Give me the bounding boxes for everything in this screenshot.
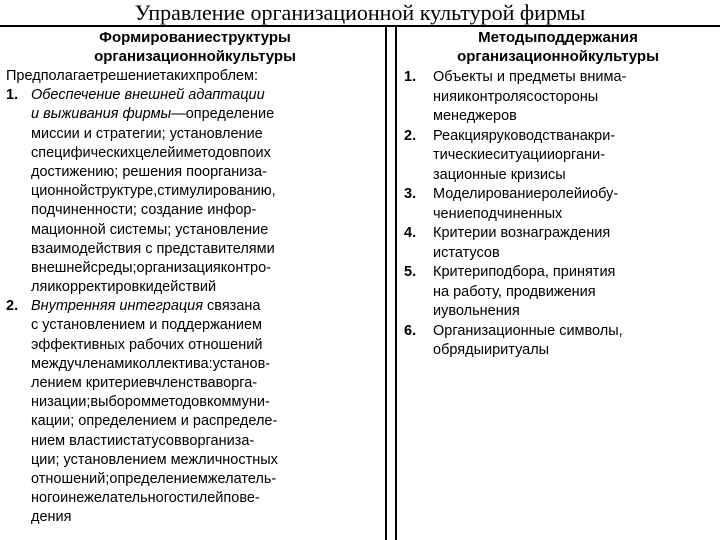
list-item-line: истатусов	[433, 244, 500, 261]
item-text: Критериподбора, принятия	[433, 264, 616, 280]
list-item-line: нием властиистатусоввopганиза-	[31, 432, 255, 449]
intro-text: Предполагаетрешениетакихпроблем:	[6, 68, 258, 84]
item-text: —определение	[171, 106, 275, 123]
left-column-heading	[10, 28, 380, 66]
list-item-line	[404, 224, 626, 244]
item-text: Реакцияруководстванакри-	[433, 127, 616, 144]
right-heading-line: организационнойкультуры	[457, 48, 659, 65]
list-item-line: специфическихцелейиметодовпоих	[31, 144, 271, 161]
list-item-line: достижению; решения поорганиза-	[31, 163, 267, 180]
right-column-heading	[400, 28, 716, 66]
list-item-line: кации; определением и распределе-	[31, 413, 278, 430]
list-item-line: тическиеситуацииоргани-	[433, 147, 606, 163]
right-heading-line: Методыподдержания	[478, 29, 638, 46]
item-emphasis: Обеспечение внешней адаптации	[31, 87, 265, 104]
list-item-line	[404, 68, 626, 88]
list-item-line: иувольнения	[433, 303, 520, 319]
column-divider-right	[395, 26, 397, 540]
item-number: 2.	[404, 127, 417, 144]
item-number: 6.	[404, 322, 417, 339]
list-item-line	[6, 86, 278, 105]
item-text: Объекты и предметы внима-	[433, 69, 627, 85]
column-divider-left	[385, 26, 387, 540]
item-text: Моделированиеролейиобу-	[433, 186, 619, 202]
list-item-line: ляикорректировкидействий	[31, 279, 217, 296]
list-item-line: обрядыиритуалы	[433, 342, 550, 358]
left-heading-line: Формированиеструктуры	[99, 29, 291, 46]
item-number: 5.	[404, 264, 417, 280]
list-item-line	[6, 297, 278, 316]
list-item-line	[6, 105, 278, 124]
item-number: 1.	[404, 69, 417, 85]
list-item-line	[404, 127, 626, 147]
list-item-line: взаимодействия с представителями	[31, 240, 275, 257]
right-column-body	[404, 68, 626, 361]
list-item-line: чениеподчиненных	[433, 205, 563, 222]
item-text: Критерии вознаграждения	[433, 225, 611, 241]
list-item-line: лением критериевчленствавоpга-	[31, 375, 258, 391]
list-item-line: миссии и стратегии; установление	[31, 125, 263, 142]
title-divider	[0, 25, 720, 27]
list-item-line: ционнойструктуре,стимулированию,	[31, 183, 276, 200]
left-heading-line: организационнойкультуры	[94, 48, 296, 65]
item-number: 1.	[6, 87, 19, 104]
list-item-line	[404, 322, 626, 342]
list-item-line: ции; установлением межличностных	[31, 451, 278, 468]
list-item-line: мационной системы; установление	[31, 221, 269, 238]
item-emphasis: Внутренняя интеграция	[31, 298, 203, 315]
item-text: связана	[203, 298, 261, 315]
list-item-line: низации;выборомметодовкоммуни-	[31, 394, 270, 411]
list-item-line: нияиконтролясостороны	[433, 88, 599, 105]
item-number: 4.	[404, 225, 417, 241]
list-item-line: дения	[31, 509, 72, 526]
list-item-line: менеджеров	[433, 108, 517, 124]
list-item-line: эффективных рабочих отношений	[31, 336, 263, 353]
list-item-line	[404, 263, 626, 283]
item-text: Организационные символы,	[433, 322, 623, 339]
list-item-line: отношений;определениемжелатель-	[31, 470, 277, 487]
item-number: 3.	[404, 186, 417, 202]
list-item-line: зационные кризисы	[433, 166, 566, 183]
list-item-line: подчиненности; создание инфор-	[31, 202, 257, 219]
item-number: 2.	[6, 298, 19, 315]
list-item-line: с установлением и поддержанием	[31, 317, 262, 334]
left-column-body	[6, 67, 278, 528]
list-item-line	[404, 185, 626, 205]
list-item-line: ногоинежелательногостилейпове-	[31, 490, 260, 507]
list-item-line: внешнейсреды;организацияконтро-	[31, 259, 271, 276]
item-emphasis: и выживания фирмы	[31, 106, 172, 123]
list-item-line: на работу, продвижения	[433, 283, 596, 300]
list-item-line: междучленамиколлектива:установ-	[31, 355, 271, 372]
page-title: Управление организационной культурой фирмы	[134, 0, 586, 25]
